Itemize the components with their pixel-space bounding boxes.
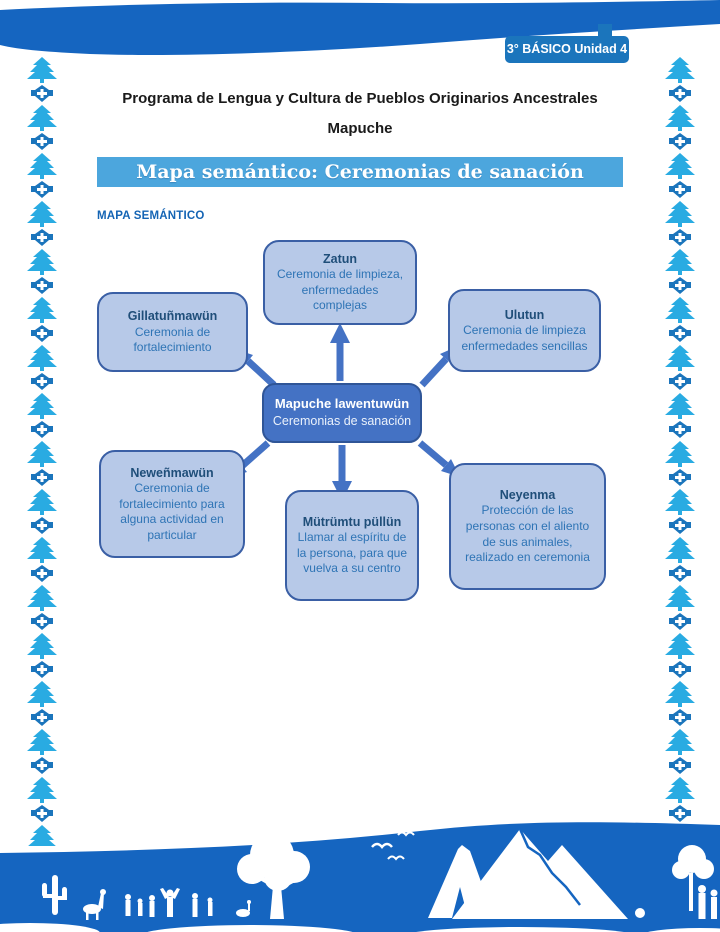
landscape-illustration [0, 817, 720, 932]
node-description: Ceremonia de limpieza, enfermedades complejas [276, 267, 404, 313]
node-title: Neweñmawün [130, 465, 214, 480]
node-title: Gillatuñmawün [127, 309, 218, 324]
node-description: Ceremonias de sanación [272, 414, 412, 429]
node-zatun [263, 240, 417, 325]
left-border-pattern [24, 56, 60, 846]
node-gillatunmawun [97, 292, 248, 372]
node-mutrumtu-pullun [285, 490, 419, 601]
right-border-pattern [662, 56, 698, 846]
page-title: Mapa semántico: Ceremonias de sanación [97, 157, 623, 187]
node-title: Mütrümtu püllün [302, 514, 402, 529]
node-description: Ceremonia de fortalecimiento para alguna actividad en particular [119, 480, 225, 542]
node-description: Ceremonia de fortalecimiento [133, 324, 212, 355]
node-title: Ulutun [504, 307, 545, 322]
node-neyenma [449, 463, 606, 590]
node-description: Protección de las personas con el aliento de sus animales, realizado en ceremonia [465, 503, 590, 565]
grade-unit-badge: 3° BÁSICO Unidad 4 [505, 36, 629, 63]
program-title: Programa de Lengua y Cultura de Pueblos Originarios Ancestrales [122, 90, 598, 107]
section-label: MAPA SEMÁNTICO [97, 210, 205, 222]
node-center-mapuche-lawentuwun [262, 383, 422, 443]
node-title: Zatun [322, 251, 358, 266]
node-title: Neyenma [499, 488, 556, 503]
node-newenmawun [99, 450, 245, 558]
node-description: Llamar al espíritu de la persona, para que vuelva a su centro [296, 530, 408, 576]
node-title: Mapuche lawentuwün [274, 396, 410, 412]
node-description: Ceremonia de limpieza enfermedades sencillas [461, 323, 588, 353]
language-title: Mapuche [327, 120, 393, 137]
node-ulutun [448, 289, 601, 372]
semantic-map-diagram [90, 237, 620, 617]
